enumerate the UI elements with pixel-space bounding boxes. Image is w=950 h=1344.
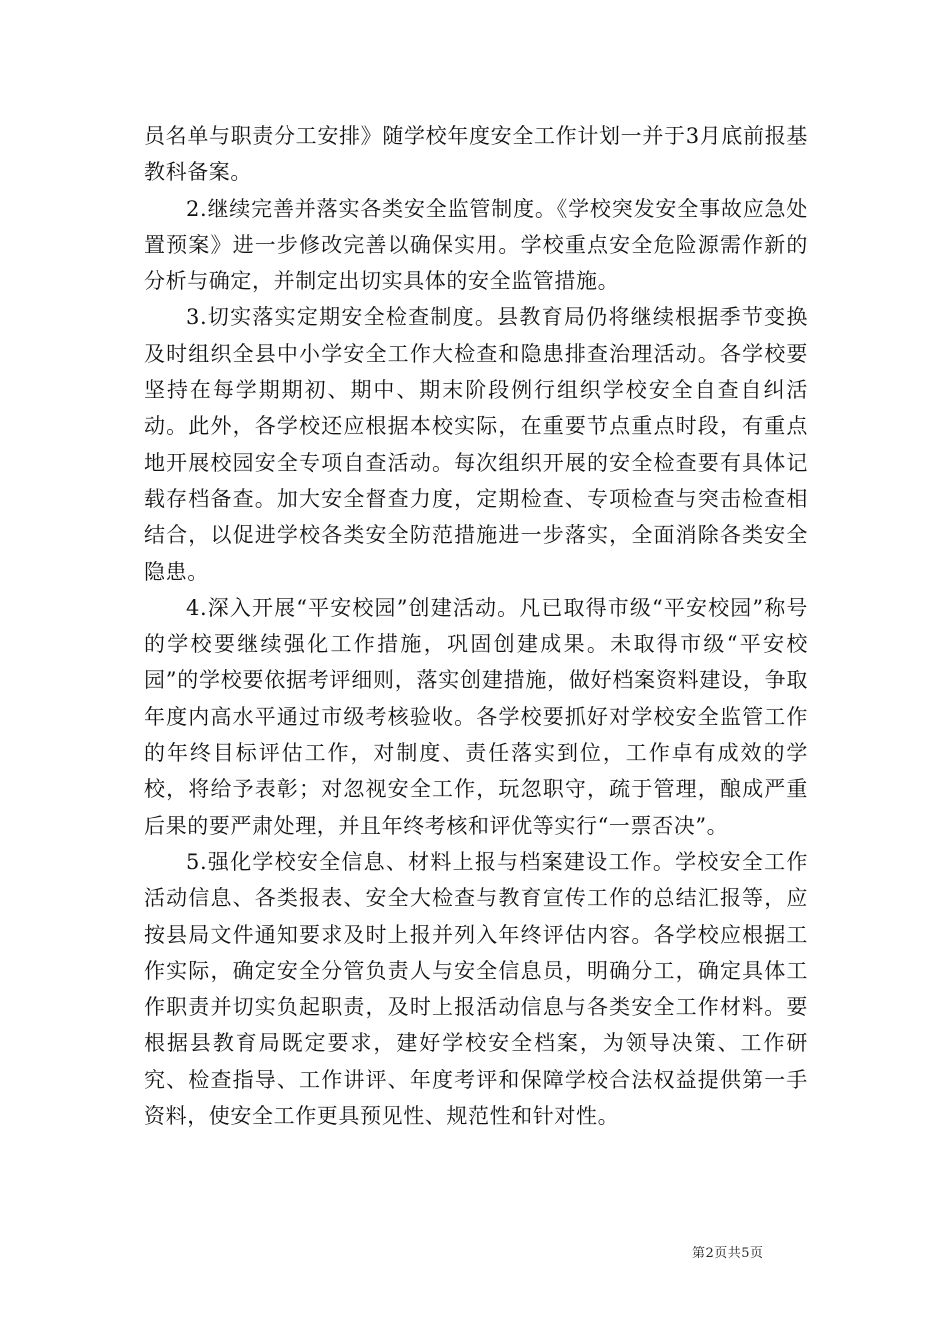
paragraph-item-2: 2.继续完善并落实各类安全监管制度。《学校突发安全事故应急处置预案》进一步修改完善以确保实用。学校重点安全危险源需作新的分析与确定，并制定出切实具体的安全监管措施。 bbox=[144, 196, 808, 294]
page-number-footer: 第2页共5页 bbox=[692, 1246, 764, 1261]
paragraph-item-3: 3.切实落实定期安全检查制度。县教育局仍将继续根据季节变换及时组织全县中小学安全工作大检查和隐患排查治理活动。各学校要坚持在每学期期初、期中、期末阶段例行组织学校安全自查自纠活动。此外，各学校还应根据本校实际，在重要节点重点时段，有重点地开展校园安全专项自查活动。每次组织开展的安全检查要有具体记载存档备查。加大安全督查力度，定期检查、专项检查与突击检查相结合，以促进学校各类安全防范措施进一步落实，全面消除各类安全隐患。 bbox=[144, 305, 808, 584]
paragraph-continuation: 员名单与职责分工安排》随学校年度安全工作计划一并于3月底前报基教科备案。 bbox=[144, 124, 808, 185]
paragraph-item-5: 5.强化学校安全信息、材料上报与档案建设工作。学校安全工作活动信息、各类报表、安全大检查与教育宣传工作的总结汇报等，应按县局文件通知要求及时上报并列入年终评估内容。各学校应根据工作实际，确定安全分管负责人与安全信息员，明确分工，确定具体工作职责并切实负起职责，及时上报活动信息与各类安全工作材料。要根据县教育局既定要求，建好学校安全档案，为领导决策、工作研究、检查指导、工作讲评、年度考评和保障学校合法权益提供第一手资料，使安全工作更具预见性、规范性和针对性。 bbox=[144, 849, 808, 1129]
paragraph-item-4: 4.深入开展“平安校园”创建活动。凡已取得市级“平安校园”称号的学校要继续强化工作措施，巩固创建成果。未取得市级“平安校园”的学校要依据考评细则，落实创建措施，做好档案资料建设，争取年度内高水平通过市级考核验收。各学校要抓好对学校安全监管工作的年终目标评估工作，对制度、责任落实到位，工作卓有成效的学校，将给予表彰；对忽视安全工作，玩忽职守，疏于管理，酿成严重后果的要严肃处理，并且年终考核和评优等实行“一票否决”。 bbox=[144, 595, 808, 838]
document-body bbox=[144, 118, 808, 1134]
